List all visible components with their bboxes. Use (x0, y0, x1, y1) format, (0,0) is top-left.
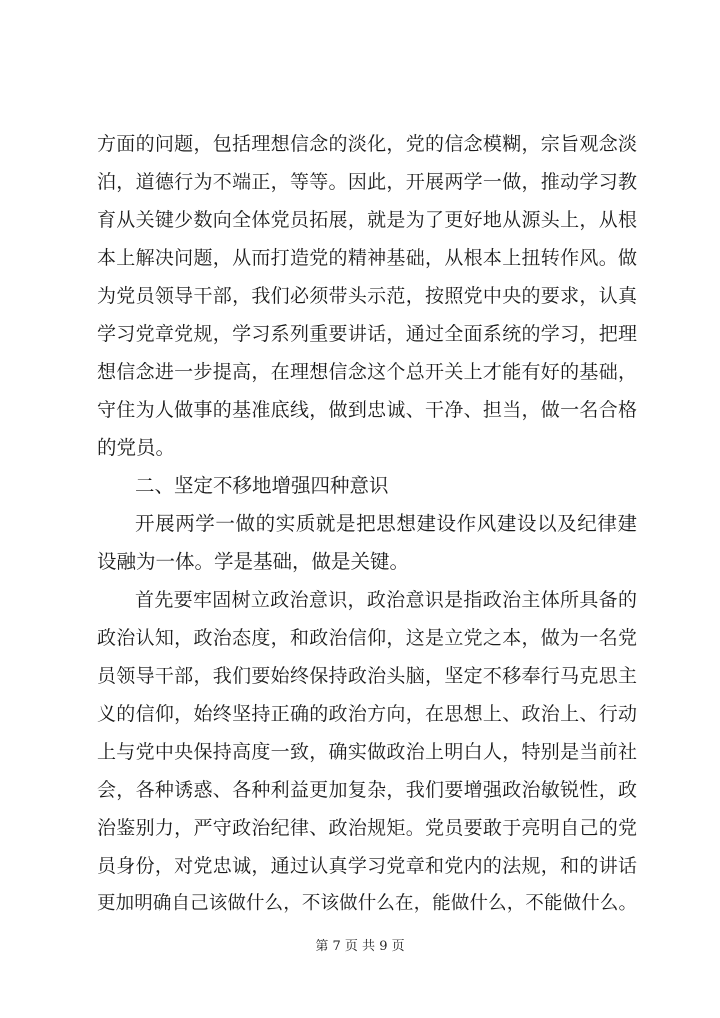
section-heading: 二、坚定不移地增强四种意识 (135, 474, 389, 497)
body-line: 员领导干部，我们要始终保持政治头脑，坚定不移奉行马克思主 (97, 665, 637, 687)
page-footer: 第 7 页 共 9 页 (315, 939, 405, 954)
body-line: 学习党章党规，学习系列重要讲话，通过全面系统的学习，把理 (97, 323, 637, 345)
body-line: 更加明确自己该做什么，不该做什么在，能做什么，不能做什么。 (97, 893, 637, 914)
body-line: 育从关键少数向全体党员拓展，就是为了更好地从源头上，从根 (97, 209, 637, 231)
paragraph-first-line: 开展两学一做的实质就是把思想建设作风建设以及纪律建 (135, 512, 637, 535)
body-line: 为党员领导干部，我们必须带头示范，按照党中央的要求，认真 (97, 285, 637, 307)
body-line: 泊，道德行为不端正，等等。因此，开展两学一做，推动学习教 (97, 171, 637, 193)
body-line: 员身份，对党忠诚，通过认真学习党章和党内的法规，和的讲话 (97, 855, 637, 877)
paragraph-first-line: 首先要牢固树立政治意识，政治意识是指政治主体所具备的 (135, 589, 637, 611)
body-line: 守住为人做事的基准底线，做到忠诚、干净、担当，做一名合格 (97, 399, 637, 421)
body-line: 方面的问题，包括理想信念的淡化，党的信念模糊，宗旨观念淡 (97, 133, 637, 155)
body-line: 政治认知，政治态度，和政治信仰，这是立党之本，做为一名党 (97, 627, 637, 649)
body-line: 想信念进一步提高，在理想信念这个总开关上才能有好的基础， (97, 361, 637, 383)
body-line: 的党员。 (97, 436, 176, 459)
body-line: 治鉴别力，严守政治纪律、政治规矩。党员要敢于亮明自己的党 (97, 817, 637, 839)
body-line: 上与党中央保持高度一致，确实做政治上明白人，特别是当前社 (97, 741, 637, 763)
body-line: 本上解决问题，从而打造党的精神基础，从根本上扭转作风。做 (97, 247, 637, 269)
body-line: 会，各种诱惑、各种利益更加复杂，我们要增强政治敏锐性，政 (97, 779, 637, 801)
body-line: 设融为一体。学是基础，做是关键。 (97, 550, 410, 573)
body-line: 义的信仰，始终坚持正确的政治方向，在思想上、政治上、行动 (97, 703, 637, 725)
